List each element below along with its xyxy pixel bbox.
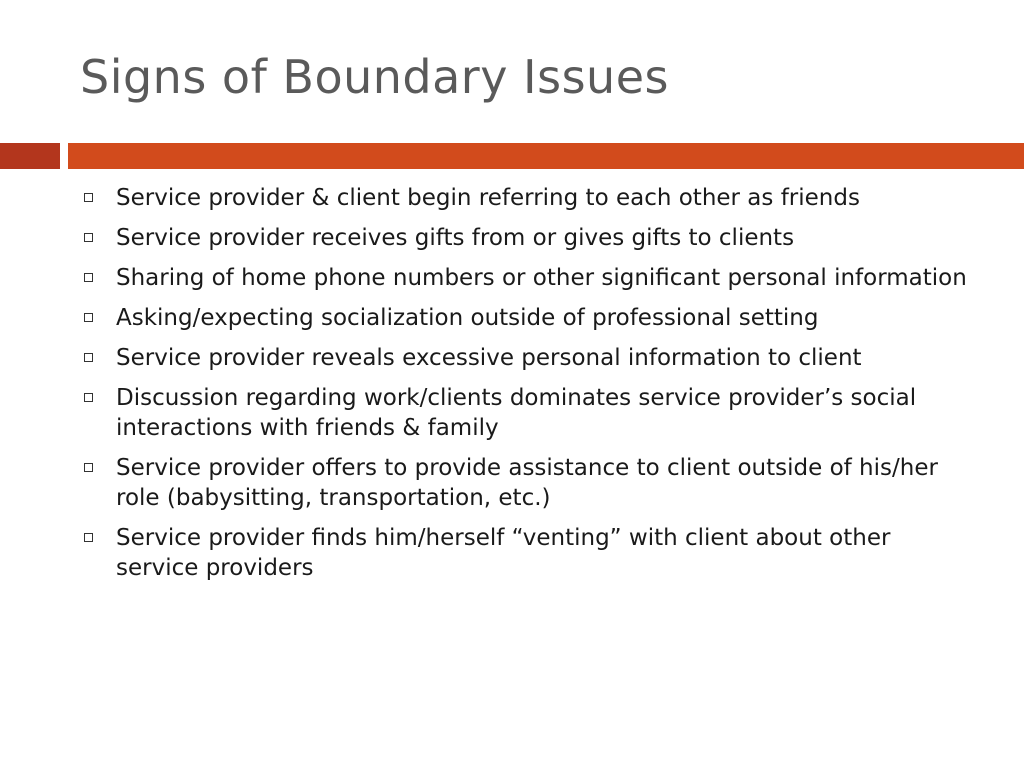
bullet-text: Asking/expecting socialization outside of professional setting [116,305,819,331]
bullet-text: Service provider reveals excessive personal information to client [116,345,862,371]
bullet-text: Sharing of home phone numbers or other significant personal information [116,265,967,291]
accent-bar-right [68,143,1024,169]
hollow-square-icon [84,313,93,322]
bullet-text: Discussion regarding work/clients dominates service provider’s social interactions with friends & family [116,385,917,441]
bullet-item [80,223,980,253]
accent-bar-left [0,143,60,169]
hollow-square-icon [84,273,93,282]
hollow-square-icon [84,463,93,472]
bullet-item [80,263,980,293]
hollow-square-icon [84,193,93,202]
bullet-list [80,183,980,593]
bullet-item [80,183,980,213]
hollow-square-icon [84,533,93,542]
bullet-text: Service provider finds him/herself “venting” with client about other service providers [116,525,891,581]
slide-title: Signs of Boundary Issues [80,50,669,104]
bullet-item [80,383,980,443]
bullet-item [80,523,980,583]
bullet-text: Service provider offers to provide assistance to client outside of his/her role (babysitting, transportation, etc.) [116,455,938,511]
bullet-item [80,303,980,333]
hollow-square-icon [84,393,93,402]
bullet-text: Service provider & client begin referring to each other as friends [116,185,860,211]
bullet-text: Service provider receives gifts from or gives gifts to clients [116,225,795,251]
hollow-square-icon [84,353,93,362]
bullet-item [80,453,980,513]
bullet-item [80,343,980,373]
hollow-square-icon [84,233,93,242]
